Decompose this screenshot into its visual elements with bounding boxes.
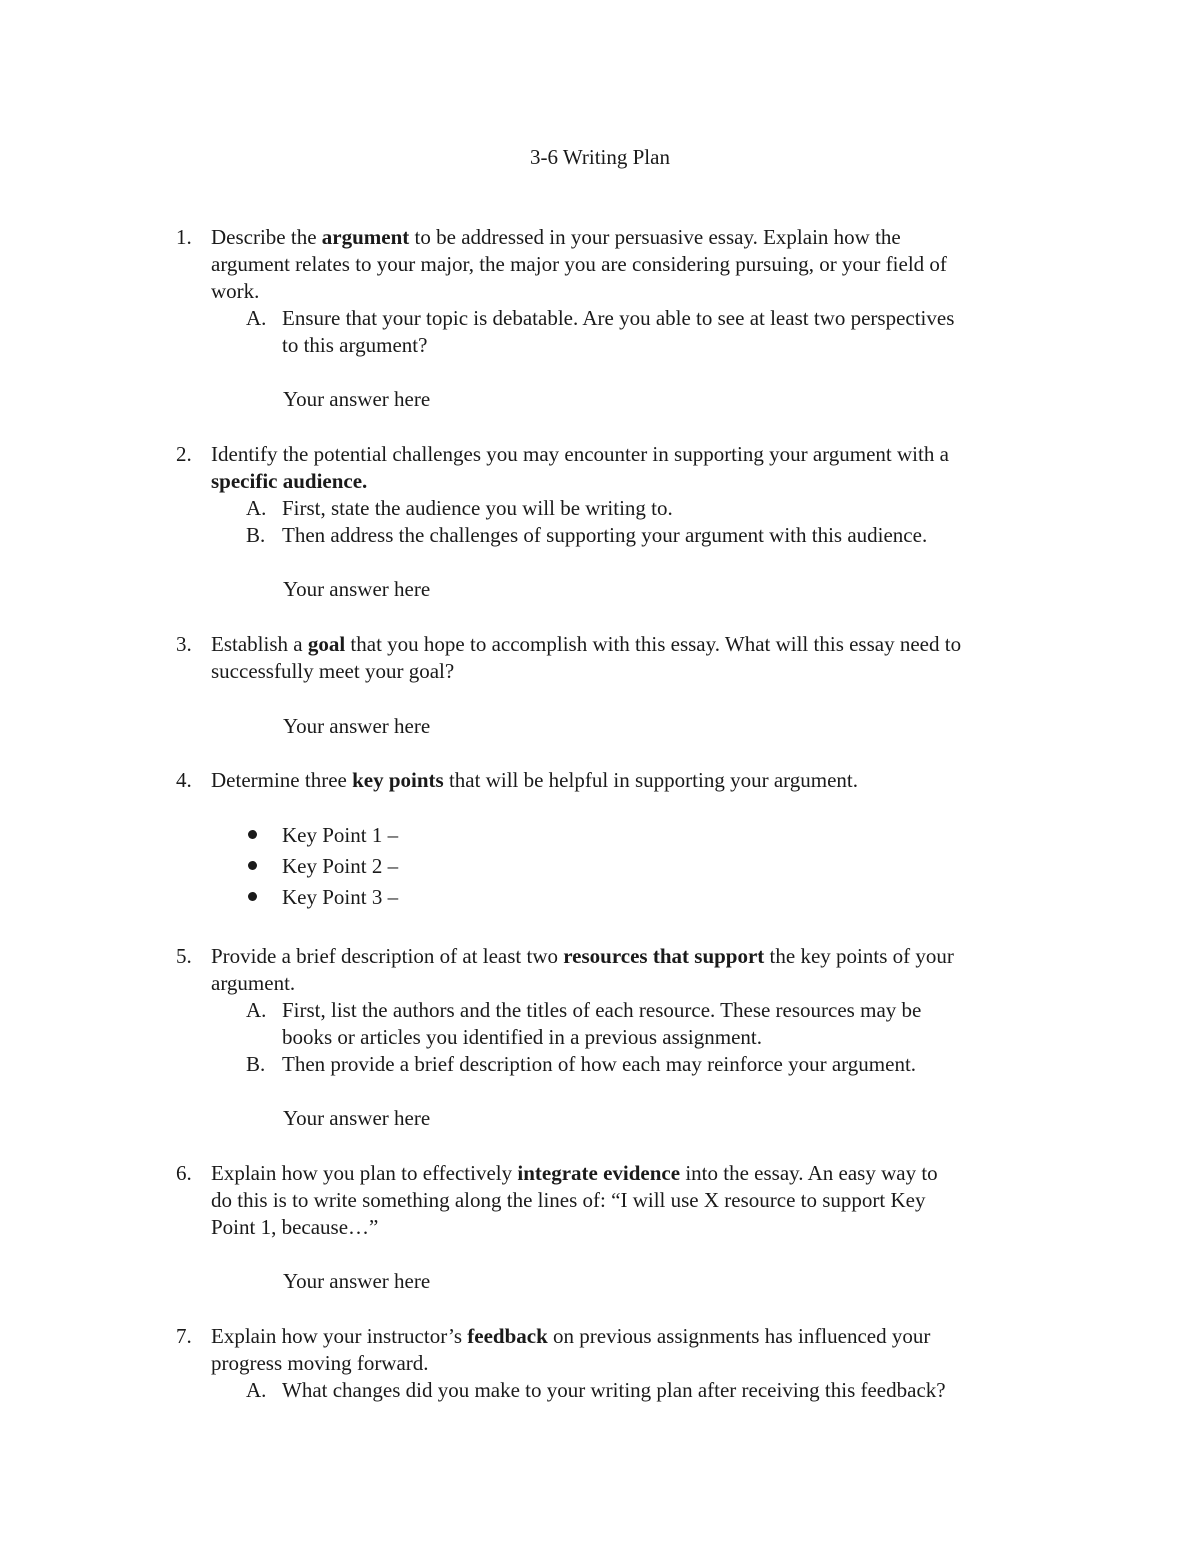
sub-item-label: A. xyxy=(246,998,267,1022)
item-text-line: do this is to write something along the lines of: “I will use X resource to support Key xyxy=(211,1188,926,1212)
item-text-line: progress moving forward. xyxy=(211,1351,429,1375)
answer-placeholder: Your answer here xyxy=(283,1269,431,1293)
sub-item-label: B. xyxy=(246,523,266,547)
page-title: 3-6 Writing Plan xyxy=(530,145,670,169)
item-number: 5. xyxy=(176,944,192,968)
bullet-icon xyxy=(248,861,257,870)
keyword-goal: goal xyxy=(307,632,346,656)
item-text-line: successfully meet your goal? xyxy=(211,659,455,683)
keyword-resources: resources that support xyxy=(563,944,765,968)
item-number: 4. xyxy=(176,768,192,792)
sub-item-text: Ensure that your topic is debatable. Are you able to see at least two perspectives xyxy=(282,306,955,330)
sub-item-text: What changes did you make to your writing plan after receiving this feedback? xyxy=(282,1378,946,1402)
item-text-line: Provide a brief description of at least two resources that support the key points of your xyxy=(211,944,954,968)
sub-item-text: First, state the audience you will be writing to. xyxy=(282,496,673,520)
item-text-line: Establish a goal that you hope to accomplish with this essay. What will this essay need to xyxy=(211,632,962,656)
key-point-item: Key Point 2 – xyxy=(282,854,399,878)
sub-item-text: Then provide a brief description of how each may reinforce your argument. xyxy=(282,1052,917,1076)
keyword-argument: argument xyxy=(321,225,410,249)
sub-item-label: B. xyxy=(246,1052,266,1076)
answer-placeholder: Your answer here xyxy=(283,714,431,738)
item-text-line: work. xyxy=(211,279,260,303)
item-number: 1. xyxy=(176,225,192,249)
item-text-line: argument. xyxy=(211,971,296,995)
sub-item-text: First, list the authors and the titles of each resource. These resources may be xyxy=(282,998,922,1022)
item-number: 2. xyxy=(176,442,192,466)
keyword-feedback: feedback xyxy=(467,1324,548,1348)
item-text-line: Identify the potential challenges you may encounter in supporting your argument with a xyxy=(211,442,949,466)
sub-item-label: A. xyxy=(246,1378,267,1402)
item-text-line: Point 1, because…” xyxy=(211,1215,379,1239)
sub-item-label: A. xyxy=(246,306,267,330)
item-text-line: Describe the argument to be addressed in your persuasive essay. Explain how the xyxy=(211,225,901,249)
key-point-item: Key Point 3 – xyxy=(282,885,399,909)
sub-item-text: Then address the challenges of supporting your argument with this audience. xyxy=(282,523,928,547)
bullet-icon xyxy=(248,830,257,839)
item-text-line: argument relates to your major, the major you are considering pursuing, or your field of xyxy=(211,252,947,276)
item-number: 6. xyxy=(176,1161,192,1185)
sub-item-label: A. xyxy=(246,496,267,520)
answer-placeholder: Your answer here xyxy=(283,1106,431,1130)
item-text-line xyxy=(211,468,367,495)
item-number: 7. xyxy=(176,1324,192,1348)
answer-placeholder: Your answer here xyxy=(283,577,431,601)
item-text-line: Determine three key points that will be helpful in supporting your argument. xyxy=(211,768,859,792)
bullet-icon xyxy=(248,892,257,901)
item-number: 3. xyxy=(176,632,192,656)
answer-placeholder: Your answer here xyxy=(283,387,431,411)
keyword-specific-audience: specific audience. xyxy=(211,469,368,493)
item-text-line: Explain how you plan to effectively integrate evidence into the essay. An easy way to xyxy=(211,1161,938,1185)
key-point-item: Key Point 1 – xyxy=(282,823,399,847)
keyword-key-points: key points xyxy=(352,768,444,792)
item-text-line: Explain how your instructor’s feedback on previous assignments has influenced your xyxy=(211,1324,931,1348)
keyword-integrate-evidence: integrate evidence xyxy=(517,1161,681,1185)
sub-item-text: to this argument? xyxy=(282,333,428,357)
sub-item-text: books or articles you identified in a previous assignment. xyxy=(282,1025,762,1049)
